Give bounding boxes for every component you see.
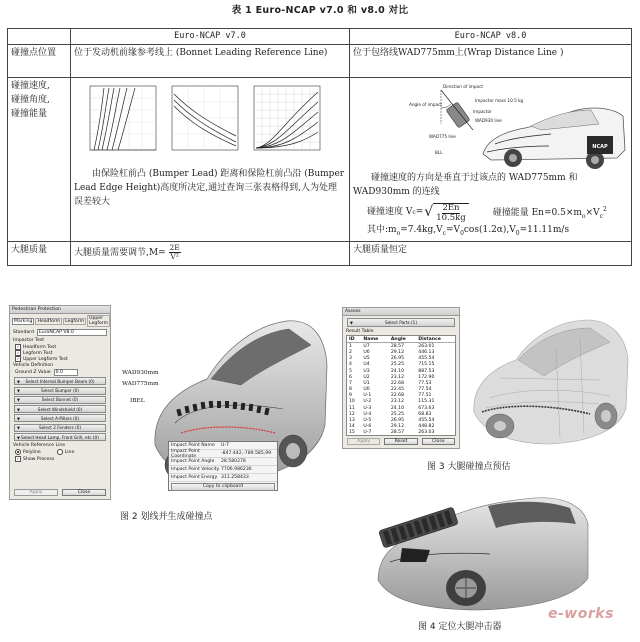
panel-footer — [14, 489, 106, 496]
table-title: 表 1 Euro-NCAP v7.0 和 v8.0 对比 — [231, 5, 409, 16]
label-direction: Direction of impact — [442, 84, 483, 90]
speed-formula-eq: = — [415, 206, 424, 217]
radio-unselected-icon — [57, 449, 63, 455]
position-v8: 位于包络线WAD775mm上(Wrap Distance Line ) — [350, 45, 632, 78]
table-cell: 24.10 — [390, 405, 405, 411]
speed-v7 — [71, 78, 350, 242]
tab-upper-legform[interactable]: Upper Legform — [89, 316, 109, 326]
result-column-header[interactable]: Distance — [416, 336, 455, 343]
popup-key: Impact Point Name — [171, 443, 215, 448]
checkbox-icon: ✓ — [16, 457, 20, 462]
fig4-caption: 图 4 定位大腿冲击器 — [418, 622, 502, 632]
speed-v8 — [350, 78, 632, 242]
table-cell: U7 — [363, 343, 370, 349]
label-wad775-line: WAD775 line — [428, 134, 456, 140]
select-part-label: Select 2 Fenders (0) — [38, 425, 82, 431]
popup-row — [169, 458, 277, 466]
table-cell: 3 — [349, 356, 352, 362]
position-v7: 位于发动机前缘参考线上 (Bonnet Leading Reference Line) — [71, 45, 350, 78]
chevron-down-icon: ▼ — [17, 406, 20, 412]
table-cell: 12 — [349, 411, 355, 417]
table-cell: 68.83 — [418, 411, 432, 417]
table-cell: 9 — [349, 393, 352, 399]
apply-button[interactable]: Apply — [14, 489, 58, 496]
popup-key: Impact Point Coordinate — [171, 448, 200, 459]
mass-v8: 大腿质量恒定 — [350, 242, 632, 266]
table-cell: 673.63 — [418, 405, 435, 411]
table-cell: 25.25 — [390, 362, 405, 368]
table-row[interactable] — [347, 343, 455, 350]
table-cell: 455.54 — [418, 418, 435, 424]
mass-numerator: 2E — [169, 243, 180, 253]
speed-v7-text: 由保险杠前凸 (Bumper Lead) 距离和保险杠前凸沿 (Bumper Lead Edge Height)高度所决定,通过查询三张表格得到,人为处理误差较大 — [74, 169, 345, 208]
table-cell: 28.57 — [390, 430, 405, 436]
table-cell: U-6 — [363, 424, 372, 430]
table-cell: 15 — [349, 430, 355, 436]
select-part-label: Select Bonnet (0) — [41, 397, 79, 403]
label-wad930mm: WAD930mm — [122, 370, 159, 376]
popup-key: Impact Point Velocity — [171, 467, 220, 472]
tab-headform[interactable]: Headform — [37, 318, 61, 324]
where-6: cos(1.2α),V — [463, 224, 516, 235]
copy-to-clipboard-button[interactable]: Copy to clipboard — [171, 483, 275, 491]
checkbox-icon: ✓ — [16, 351, 20, 355]
select-part-label: Select Internal Bumper Beam (0) — [25, 378, 95, 384]
panel-tabs — [10, 314, 110, 328]
table-cell: 22.45 — [390, 387, 405, 393]
label-angle: 碰撞角度, — [11, 95, 50, 106]
label-impactor: Impactor — [472, 109, 492, 115]
table-cell: 77.54 — [418, 387, 432, 393]
select-part-label: Select Head Lamp, Front Grill, etc (0) — [21, 434, 99, 440]
chevron-down-icon: ▼ — [350, 320, 353, 325]
radio-polyline-label: Polyline — [23, 449, 41, 455]
assess-close-button[interactable]: Close — [422, 438, 455, 445]
table-cell: 29.12 — [390, 424, 405, 430]
mass-v7-prefix: 大腿质量需要调节,M= — [74, 248, 166, 259]
select-part-button[interactable] — [14, 405, 106, 413]
row-speed — [8, 78, 632, 242]
popup-row — [169, 474, 277, 482]
energy-formula-label: 碰撞能量 En=0.5×m — [492, 207, 582, 218]
svg-text:NCAP: NCAP — [591, 144, 608, 151]
vehicle-definition-label: Vehicle Definition — [13, 363, 54, 368]
sqrt-fraction — [433, 203, 469, 224]
header-v7: Euro-NCAP v7.0 — [71, 29, 350, 45]
label-angle-of-impact: Angle of impact — [408, 102, 442, 108]
table-cell: 8 — [349, 387, 352, 393]
impact-direction-diagram — [355, 80, 627, 172]
impact-energy-chart — [246, 84, 322, 160]
table-cell: 887.53 — [418, 368, 435, 374]
sqrt-denominator: 10.5kg — [436, 212, 466, 223]
header-v8: Euro-NCAP v8.0 — [350, 29, 632, 45]
select-parts-button[interactable] — [347, 318, 455, 327]
car-render-fig4 — [370, 484, 590, 614]
popup-value: 28.580278 — [221, 459, 246, 464]
standard-label: Standard — [13, 330, 34, 335]
table-cell: U-2 — [363, 399, 372, 405]
table-cell: 77.51 — [418, 393, 432, 399]
tab-marking[interactable]: Marking — [14, 318, 33, 324]
bumper-lead-charts — [74, 80, 346, 164]
table-cell: 446.13 — [418, 349, 435, 355]
radio-selected-icon — [15, 449, 21, 455]
label-impactor-mass: Impactor mass 10.5 kg — [474, 98, 523, 104]
table-cell: 29.12 — [390, 349, 405, 355]
table-cell: 14 — [349, 424, 355, 430]
table-cell: U0 — [363, 387, 370, 393]
table-cell: U-1 — [363, 393, 372, 399]
close-button[interactable]: Close — [62, 489, 106, 496]
impact-speed-chart — [82, 84, 158, 160]
select-part-button[interactable] — [14, 424, 106, 432]
checkbox-icon: ✓ — [16, 345, 20, 349]
table-cell: 24.10 — [390, 368, 405, 374]
table-cell: 22.68 — [390, 393, 405, 399]
assess-panel — [342, 307, 460, 449]
reset-button[interactable]: Reset — [384, 438, 417, 445]
where-sub-7: 0 — [515, 229, 520, 237]
table-cell: 77.53 — [418, 380, 432, 386]
pedestrian-protection-panel — [9, 305, 111, 500]
table-cell: U-7 — [363, 430, 372, 436]
select-parts-label: Select Parts (1) — [385, 320, 417, 325]
energy-tail-sub: c — [599, 212, 603, 220]
popup-value: 311.258433 — [221, 475, 249, 480]
chevron-down-icon: ▼ — [17, 415, 20, 421]
result-column-header[interactable]: Name — [361, 336, 389, 343]
label-energy: 碰撞能量 — [11, 109, 48, 120]
chevron-down-icon: ▼ — [17, 388, 20, 394]
table-cell: U1 — [363, 380, 370, 386]
select-part-button[interactable] — [14, 414, 106, 422]
table-cell: 28.57 — [390, 343, 405, 349]
label-wad775mm: WAD775mm — [122, 381, 159, 387]
energy-sub: o — [581, 212, 586, 220]
result-table-label: Result Table — [346, 329, 374, 334]
label-wad930-line: WAD930 line — [474, 118, 502, 124]
select-part-label: Select Bumper (0) — [40, 388, 80, 394]
select-buttons — [10, 377, 110, 441]
watermark-logo — [548, 606, 614, 622]
table-cell: 263.01 — [418, 343, 435, 349]
assess-apply-button[interactable]: Apply — [347, 438, 380, 445]
table-cell: 1 — [349, 343, 352, 349]
table-cell: 26.95 — [390, 356, 405, 362]
comparison-table — [7, 28, 632, 266]
table-cell: 172.90 — [418, 374, 435, 380]
checkbox-icon: ✓ — [16, 357, 20, 361]
vehicle-ref-line-label: Vehicle Reference Line — [13, 443, 66, 449]
where-4: =V — [446, 224, 461, 235]
radio-line[interactable] — [57, 449, 75, 455]
sqrt-symbol: √ — [424, 204, 434, 221]
standard-row — [10, 328, 110, 337]
where-1: 其中:m — [367, 224, 397, 235]
table-cell: U-4 — [363, 411, 372, 417]
standard-select[interactable]: EuroNCAP V8.0 — [37, 329, 107, 336]
table-cell: 22.68 — [390, 380, 405, 386]
result-column-header[interactable]: Angle — [389, 336, 416, 343]
table-cell: U5 — [363, 356, 370, 362]
table-cell: 11 — [349, 405, 355, 411]
table-cell: 26.95 — [390, 418, 405, 424]
table-cell: 13 — [349, 418, 355, 424]
popup-key: Impact Point Energy — [171, 475, 218, 480]
speed-v8-text: 碰撞速度的方向是垂直于过该点的 WAD775mm 和 WAD930mm 的连线 — [353, 173, 578, 198]
table-cell: U6 — [363, 349, 370, 355]
table-cell: 6 — [349, 374, 352, 380]
table-cell: U3 — [363, 368, 370, 374]
show-process-label: Show Process — [23, 456, 55, 462]
ground-label: Ground Z Value — [15, 370, 51, 375]
chevron-down-icon: ▼ — [17, 434, 20, 440]
speed-formula-label: 碰撞速度 V — [367, 206, 413, 217]
label-ibel: IBEL — [130, 398, 145, 404]
select-part-button[interactable] — [14, 377, 106, 385]
select-part-button[interactable] — [14, 433, 106, 441]
table-cell: 7 — [349, 380, 352, 386]
where-sub-3: c — [442, 229, 447, 237]
row-label-speed — [8, 78, 71, 242]
popup-value: U-7 — [221, 443, 229, 448]
assess-footer — [343, 437, 459, 446]
fig3-caption: 图 3 大腿碰撞点预估 — [427, 462, 511, 472]
result-table-header — [347, 336, 455, 343]
table-cell: 5 — [349, 368, 352, 374]
car-render-fig3 — [460, 308, 632, 448]
popup-value: -847.442,-789.585,99 — [221, 451, 272, 456]
check-legform-label: Legform Test — [23, 350, 53, 356]
where-2: =7.4kg,V — [400, 224, 443, 235]
table-cell: 10 — [349, 399, 355, 405]
impactor-test-label: Impactor Test — [13, 338, 45, 343]
chevron-down-icon: ▼ — [17, 378, 20, 384]
radio-line-label: Line — [64, 449, 75, 455]
table-cell: U4 — [363, 362, 370, 368]
row-mass — [8, 242, 632, 266]
mass-fraction — [169, 244, 181, 261]
table-cell: 715.15 — [418, 362, 435, 368]
table-cell: 23.12 — [390, 399, 405, 405]
panel-title: Pedestrian Protection — [10, 306, 110, 314]
check-upper-legform-label: Upper Legform Test — [23, 356, 68, 362]
sqrt-numerator: 2En — [442, 202, 460, 213]
select-part-label: Select A-Pillars (0) — [40, 415, 80, 421]
table-cell: 23.12 — [390, 374, 405, 380]
table-cell: U-3 — [363, 405, 372, 411]
result-table-frame — [346, 335, 456, 436]
where-sub-5: 0 — [460, 229, 464, 237]
speed-formula-row — [353, 202, 628, 224]
tab-legform[interactable]: Legform — [65, 318, 85, 324]
select-part-button[interactable] — [14, 396, 106, 404]
table-cell: 25.25 — [390, 411, 405, 417]
select-part-label: Select Windshield (0) — [37, 406, 83, 412]
popup-row — [169, 450, 277, 458]
popup-row — [169, 466, 277, 474]
ground-row — [10, 369, 110, 376]
fig2-caption: 图 2 划线并生成碰撞点 — [120, 512, 213, 522]
where-sub-1: o — [396, 229, 401, 237]
mass-denominator: V² — [170, 252, 179, 262]
table-cell: 4 — [349, 362, 352, 368]
radio-polyline[interactable] — [15, 449, 41, 455]
show-process-check[interactable] — [10, 455, 110, 463]
row-label-mass: 大腿质量 — [8, 242, 71, 266]
mass-v7 — [71, 242, 350, 266]
chevron-down-icon: ▼ — [17, 425, 20, 431]
ground-input[interactable]: 0.0 — [54, 369, 78, 376]
speed-formula-sub: c — [412, 209, 416, 217]
assess-title: Assess — [343, 308, 459, 316]
select-part-button[interactable] — [14, 387, 106, 395]
table-cell: U2 — [363, 374, 370, 380]
energy-tail-sup: 2 — [602, 205, 607, 213]
popup-key: Impact Point Angle — [171, 459, 215, 464]
check-headform-label: Headform Test — [23, 344, 57, 350]
table-cell: 455.54 — [418, 356, 435, 362]
result-table-body — [347, 343, 455, 436]
row-position — [8, 45, 632, 78]
label-speed: 碰撞速度, — [11, 81, 50, 92]
chevron-down-icon: ▼ — [17, 397, 20, 403]
table-cell: U-5 — [363, 418, 372, 424]
where-line — [353, 224, 628, 238]
where-8: =11.11m/s — [519, 224, 570, 235]
table-cell: 115.31 — [418, 399, 435, 405]
energy-formula — [493, 205, 607, 221]
table-cell: 448.82 — [418, 424, 435, 430]
watermark-text: e-works — [548, 606, 614, 622]
table-cell: 263.03 — [418, 430, 435, 436]
energy-tail: ×V — [585, 207, 600, 218]
header-empty-cell — [8, 29, 71, 45]
result-table — [347, 336, 455, 436]
result-column-header[interactable]: ID — [347, 336, 361, 343]
row-label-position: 碰撞点位置 — [8, 45, 71, 78]
popup-value: 7706.986236 — [221, 467, 252, 472]
impact-angle-chart — [164, 84, 240, 160]
table-cell: 2 — [349, 349, 352, 355]
popup-rows — [169, 442, 277, 482]
label-bll: BLL — [434, 150, 443, 156]
table-row[interactable] — [347, 430, 455, 436]
impact-point-popup — [168, 441, 278, 491]
table-header-row — [8, 29, 632, 45]
